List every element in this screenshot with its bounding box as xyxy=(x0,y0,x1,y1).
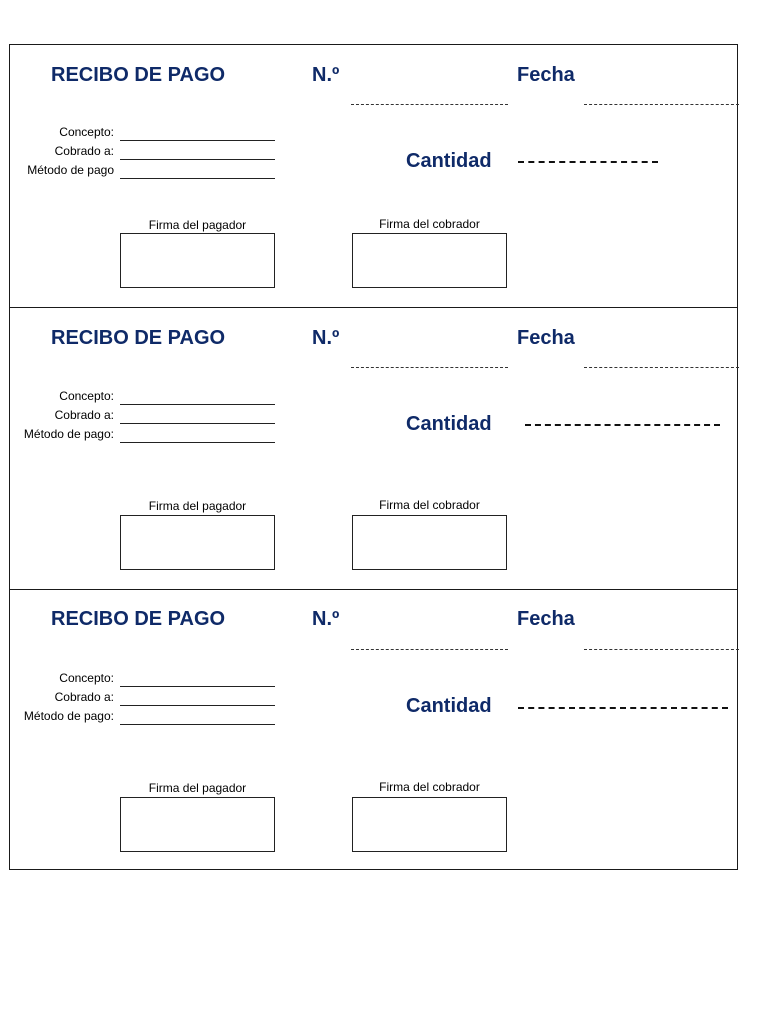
payment-receipt xyxy=(10,45,737,307)
receipt-title: RECIBO DE PAGO xyxy=(51,608,226,630)
amount-label: Cantidad xyxy=(406,150,492,172)
payment-receipt xyxy=(10,589,737,871)
payer-signature-box[interactable] xyxy=(120,515,275,570)
amount-line[interactable] xyxy=(518,707,728,709)
payer-signature-label: Firma del pagador xyxy=(148,499,247,513)
collector-signature-label: Firma del cobrador xyxy=(379,498,480,512)
concept-field[interactable] xyxy=(120,686,275,687)
payment-receipt xyxy=(10,307,737,589)
receipt-number-label: N.º xyxy=(312,327,340,349)
payer-signature-label: Firma del pagador xyxy=(148,781,247,795)
receipt-number-line[interactable] xyxy=(351,649,508,650)
payment-method-label: Método de pago xyxy=(27,163,114,177)
payment-method-label: Método de pago: xyxy=(23,427,114,441)
collector-signature-box[interactable] xyxy=(352,515,507,570)
collector-signature-box[interactable] xyxy=(352,797,507,852)
receipt-number-line[interactable] xyxy=(351,104,508,105)
payment-method-field[interactable] xyxy=(120,178,275,179)
collected-from-field[interactable] xyxy=(120,705,275,706)
collected-from-field[interactable] xyxy=(120,423,275,424)
payer-signature-label: Firma del pagador xyxy=(148,218,247,232)
receipt-date-line[interactable] xyxy=(584,649,739,650)
concept-label: Concepto: xyxy=(59,671,114,685)
collector-signature-box[interactable] xyxy=(352,233,507,288)
payment-method-field[interactable] xyxy=(120,724,275,725)
amount-label: Cantidad xyxy=(406,413,492,435)
receipt-sheet xyxy=(9,44,738,870)
payment-method-field[interactable] xyxy=(120,442,275,443)
payer-signature-box[interactable] xyxy=(120,233,275,288)
payer-signature-box[interactable] xyxy=(120,797,275,852)
receipt-title: RECIBO DE PAGO xyxy=(51,64,226,86)
receipt-date-label: Fecha xyxy=(517,608,575,630)
amount-label: Cantidad xyxy=(406,695,492,717)
receipt-date-line[interactable] xyxy=(584,104,739,105)
amount-line[interactable] xyxy=(518,161,658,163)
receipt-date-line[interactable] xyxy=(584,367,739,368)
receipt-number-label: N.º xyxy=(312,64,340,86)
receipt-number-line[interactable] xyxy=(351,367,508,368)
receipt-date-label: Fecha xyxy=(517,327,575,349)
receipt-number-label: N.º xyxy=(312,608,340,630)
receipt-title: RECIBO DE PAGO xyxy=(51,327,226,349)
concept-label: Concepto: xyxy=(59,389,114,403)
collected-from-label: Cobrado a: xyxy=(54,144,114,158)
concept-field[interactable] xyxy=(120,140,275,141)
collected-from-label: Cobrado a: xyxy=(54,690,114,704)
amount-line[interactable] xyxy=(525,424,720,426)
concept-field[interactable] xyxy=(120,404,275,405)
collector-signature-label: Firma del cobrador xyxy=(379,780,480,794)
collector-signature-label: Firma del cobrador xyxy=(379,217,480,231)
payment-method-label: Método de pago: xyxy=(23,709,114,723)
collected-from-label: Cobrado a: xyxy=(54,408,114,422)
concept-label: Concepto: xyxy=(59,125,114,139)
receipt-date-label: Fecha xyxy=(517,64,575,86)
collected-from-field[interactable] xyxy=(120,159,275,160)
